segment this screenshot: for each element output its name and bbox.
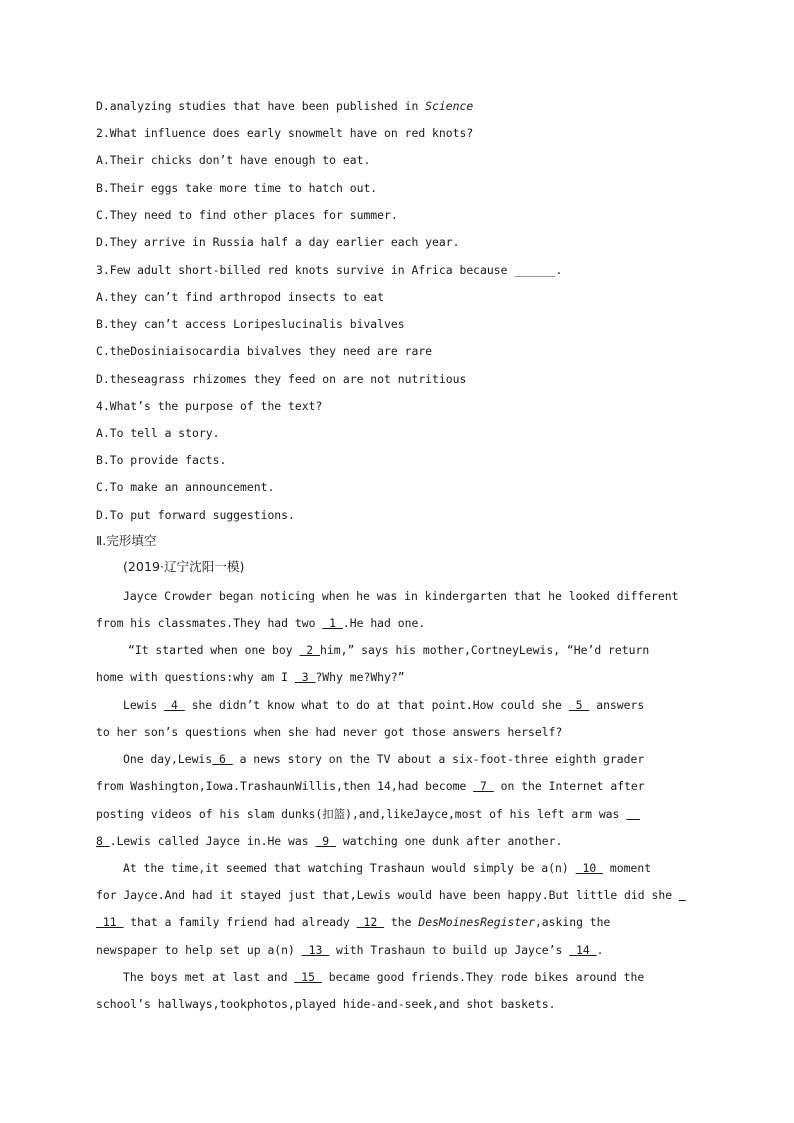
passage-line — [96, 778, 698, 794]
blank-3: 3 — [294, 670, 316, 684]
blank-13: 13 — [301, 943, 330, 957]
text: became good friends.They rode bikes around the — [321, 970, 645, 984]
text: home with questions:why am I — [96, 670, 295, 684]
passage-line — [96, 806, 698, 822]
option-2d: D.They arrive in Russia half a day earlier each year. — [96, 235, 460, 249]
passage-line — [96, 887, 698, 903]
option-3d: D.theseagrass rhizomes they feed on are not nutritious — [96, 372, 467, 386]
text: .He had one. — [342, 616, 426, 630]
text: watching one dunk after another. — [336, 834, 563, 848]
text: on the Internet after — [493, 779, 645, 793]
blank-11-start — [679, 888, 686, 902]
text: One day,Lewis — [123, 752, 213, 766]
text: ?Why me?Why?” — [315, 670, 405, 684]
option-3a: A.they can’t find arthropod insects to eat — [96, 290, 385, 304]
section-title: Ⅱ.完形填空 — [96, 533, 157, 548]
question-3: 3.Few adult short-billed red knots survive in Africa because ______. — [96, 263, 563, 277]
blank-4: 4 — [164, 698, 185, 712]
blank-8: 8 — [96, 834, 110, 848]
passage-line: Jayce Crowder began noticing when he was in kindergarten that he looked different — [123, 589, 679, 603]
text: “It started when one boy — [128, 643, 300, 657]
option-3c: C.theDosiniaisocardia bivalves they need are rare — [96, 344, 433, 358]
blank-5: 5 — [568, 698, 590, 712]
option-4c: C.To make an announcement. — [96, 480, 275, 494]
text: Lewis — [123, 698, 165, 712]
text: for Jayce.And had it stayed just that,Lewis would have been happy.But little did she — [96, 888, 679, 902]
passage-line — [96, 833, 698, 849]
text: from Washington,Iowa.TrashaunWillis,then 14,had become — [96, 779, 474, 793]
passage-line — [123, 860, 698, 876]
passage-line — [123, 969, 698, 985]
passage-line — [123, 751, 698, 767]
blank-8-start — [626, 807, 640, 821]
text: she didn’t know what to do at that point.How could she — [184, 698, 569, 712]
passage-line — [128, 642, 703, 658]
text: moment — [603, 861, 652, 875]
text: .Lewis called Jayce in.He was — [109, 834, 316, 848]
text: him,” says his mother,CortneyLewis, “He’d return — [320, 643, 650, 657]
text: from his classmates.They had two — [96, 616, 323, 630]
blank-10: 10 — [575, 861, 604, 875]
text: ,asking the — [534, 915, 611, 929]
text: At the time,it seemed that watching Trashaun would simply be a(n) — [123, 861, 576, 875]
question-2: 2.What influence does early snowmelt have on red knots? — [96, 126, 474, 140]
text: the — [384, 915, 419, 929]
blank-1: 1 — [322, 616, 343, 630]
question-4: 4.What’s the purpose of the text? — [96, 399, 323, 413]
text: with Trashaun to build up Jayce’s — [329, 943, 570, 957]
option-2b: B.Their eggs take more time to hatch out. — [96, 181, 378, 195]
option-4d: D.To put forward suggestions. — [96, 508, 295, 522]
option-2a: A.Their chicks don’t have enough to eat. — [96, 153, 371, 167]
section-source: (2019·辽宁沈阳一模) — [123, 559, 245, 574]
newspaper-name: DesMoinesRegister — [418, 915, 535, 929]
blank-6: 6 — [212, 752, 233, 766]
passage-line — [96, 669, 698, 685]
blank-15: 15 — [294, 970, 322, 984]
text: a news story on the TV about a six-foot-three eighth grader — [232, 752, 645, 766]
blank-2: 2 — [299, 643, 321, 657]
option-3b: B.they can’t access Loripeslucinalis bivalves — [96, 317, 405, 331]
passage-line: school’s hallways,tookphotos,played hide-and-seek,and shot baskets. — [96, 997, 556, 1011]
option-4a: A.To tell a story. — [96, 426, 220, 440]
journal-name: Science — [425, 99, 474, 113]
option-1d — [96, 98, 698, 114]
blank-12: 12 — [356, 915, 385, 929]
passage-line — [96, 942, 698, 958]
blank-9: 9 — [315, 834, 337, 848]
option-4b: B.To provide facts. — [96, 453, 227, 467]
text: that a family friend had already — [123, 915, 357, 929]
passage-line — [96, 615, 698, 631]
option-text: D.analyzing studies that have been published in — [96, 99, 426, 113]
blank-7: 7 — [473, 779, 494, 793]
text: newspaper to help set up a(n) — [96, 943, 302, 957]
blank-11: 11 — [96, 915, 124, 929]
text: The boys met at last and — [123, 970, 295, 984]
text: answers — [589, 698, 645, 712]
passage-line — [123, 697, 698, 713]
passage-line: to her son’s questions when she had never got those answers herself? — [96, 725, 563, 739]
option-2c: C.They need to find other places for summer. — [96, 208, 398, 222]
blank-14: 14 — [569, 943, 597, 957]
text: . — [596, 943, 604, 957]
text: posting videos of his slam dunks(扣篮),and,likeJayce,most of his left arm was — [96, 807, 627, 821]
passage-line — [96, 914, 698, 930]
